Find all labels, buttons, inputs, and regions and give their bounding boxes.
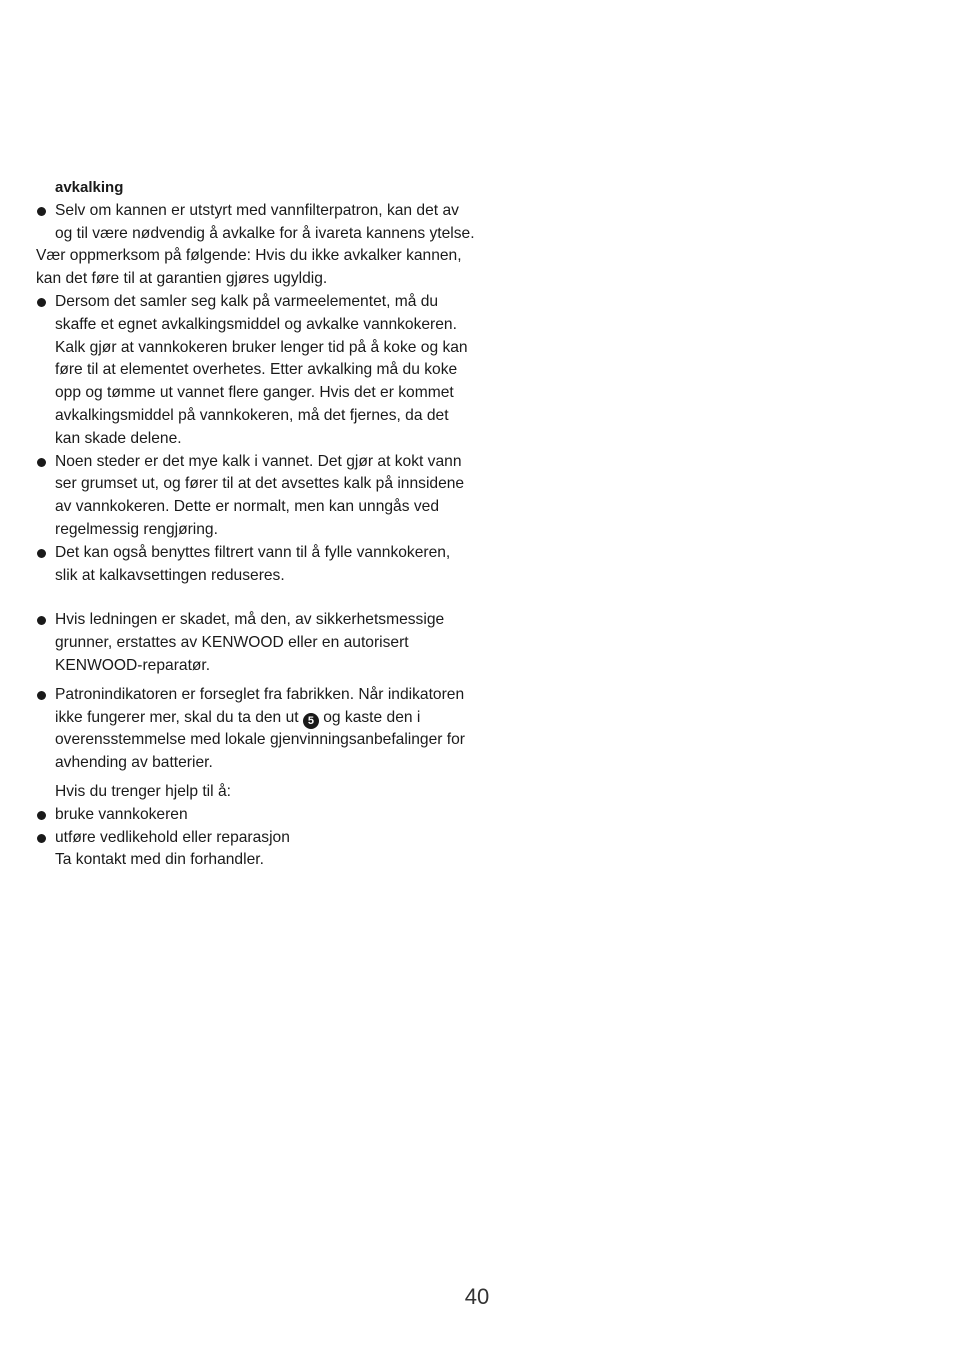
bullet-icon: [37, 834, 46, 843]
paragraph-text: Patronindikatoren er forseglet fra fabrikken. Når indikatoren ikke fungerer mer, skal du ta den ut: [55, 685, 465, 726]
bullet-icon: [37, 298, 46, 307]
page-number: 40: [464, 1284, 490, 1309]
list-item: [36, 804, 476, 827]
bullet-icon: [37, 549, 46, 558]
bullet-icon: [37, 207, 46, 216]
paragraph-text: og kaste den i overensstemmelse med lokale gjenvinningsanbefalinger for avhending av batterier.: [55, 708, 465, 772]
paragraph-text: Dersom det samler seg kalk på varmeelementet, må du skaffe et egnet avkalkingsmiddel og avkalke vannkokeren. Kalk gjør at vannkokeren bruker lenger tid på å koke og kan føre til at elementet overhetes. Etter avkalking må du koke opp og tømme ut vannet flere ganger. Hvis det er kommet avkalkingsmiddel på vannkokeren, må det fjernes, da det kan skade delene.: [55, 292, 468, 447]
paragraph-text: Det kan også benyttes filtrert vann til å fylle vannkokeren, slik at kalkavsettingen reduseres.: [55, 543, 451, 584]
help-intro: Hvis du trenger hjelp til å:: [55, 782, 231, 800]
list-item: [36, 451, 476, 542]
warranty-note: Vær oppmerksom på følgende: Hvis du ikke avkalker kannen, kan det føre til at garantien gjøres ugyldig.: [36, 247, 462, 288]
bullet-icon: [37, 691, 46, 700]
text-column: [36, 177, 476, 872]
contact-text: Ta kontakt med din forhandler.: [55, 851, 264, 869]
list-item: [36, 827, 476, 850]
bullet-icon: [37, 458, 46, 467]
bullet-icon: [37, 616, 46, 625]
list-item: [36, 542, 476, 588]
paragraph-text: Selv om kannen er utstyrt med vannfilterpatron, kan det av og til være nødvendig å avkalke for å ivareta kannens ytelse.: [55, 201, 475, 242]
paragraph-text: Hvis ledningen er skadet, må den, av sikkerhetsmessige grunner, erstattes av KENWOOD eller en autorisert KENWOOD-reparatør.: [55, 611, 445, 674]
list-item: [36, 684, 476, 775]
list-item: [36, 609, 476, 677]
list-item: [36, 200, 476, 246]
bullet-icon: [37, 811, 46, 820]
section-heading: avkalking: [55, 179, 124, 196]
list-item: [36, 291, 476, 451]
paragraph-text: bruke vannkokeren: [55, 805, 188, 823]
paragraph-text: Noen steder er det mye kalk i vannet. Det gjør at kokt vann ser grumset ut, og fører til at det avsettes kalk på innsidene av vannkokeren. Dette er normalt, men kan unngås ved regelmessig rengjøring.: [55, 452, 465, 538]
paragraph-text: utføre vedlikehold eller reparasjon: [55, 828, 290, 846]
reference-number-badge: 5: [303, 713, 319, 729]
